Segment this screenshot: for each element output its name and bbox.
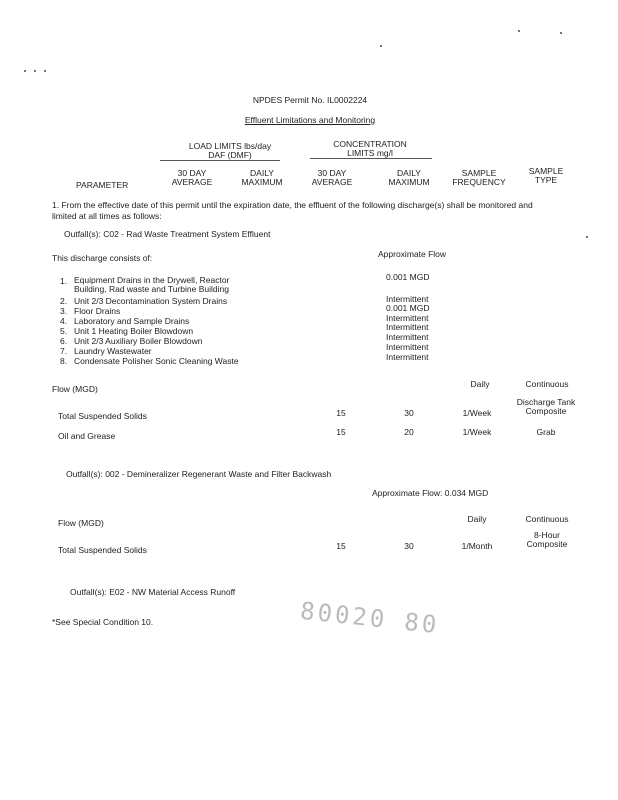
footnote: *See Special Condition 10.	[52, 617, 154, 627]
list-item-flow: Intermittent	[386, 322, 429, 332]
list-item-text: Equipment Drains in the Drywell, Reactor Building, Rad waste and Turbine Building	[74, 275, 230, 294]
document-subtitle: Effluent Limitations and Monitoring	[244, 115, 376, 125]
approx-flow-label: Approximate Flow	[378, 249, 447, 259]
param-sample-type: 8-Hour Composite	[526, 530, 568, 549]
param-frequency: 1/Week	[462, 427, 492, 437]
param-daily-max: 30	[404, 541, 414, 551]
list-item-flow: Intermittent	[386, 352, 429, 362]
scan-speck	[586, 236, 588, 238]
param-name: Flow (MGD)	[58, 518, 104, 528]
scan-speck	[44, 70, 46, 72]
param-frequency: 1/Week	[462, 408, 492, 418]
list-item-flow: Intermittent	[386, 313, 429, 323]
list-item-flow: Intermittent	[386, 342, 429, 352]
discharge-consists-label: This discharge consists of:	[52, 253, 153, 263]
param-frequency: 1/Month	[461, 541, 493, 551]
param-name: Flow (MGD)	[52, 384, 98, 394]
list-item-text: Condensate Polisher Sonic Cleaning Waste	[74, 356, 239, 366]
list-item-number: 7.	[60, 346, 68, 356]
list-item-flow: 0.001 MGD	[386, 303, 430, 313]
param-30day-avg: 15	[336, 541, 346, 551]
param-name: Oil and Grease	[58, 431, 116, 441]
col-sample-type: SAMPLE TYPE	[528, 166, 564, 185]
concentration-rule	[310, 158, 432, 159]
list-item-number: 5.	[60, 326, 68, 336]
permit-number: NPDES Permit No. IL0002224	[252, 95, 368, 105]
param-frequency: Daily	[467, 514, 487, 524]
col-30day-avg-load: 30 DAY AVERAGE	[171, 168, 213, 187]
load-limits-rule	[160, 160, 280, 161]
scan-speck	[518, 30, 520, 32]
load-limits-heading: LOAD LIMITS lbs/day	[188, 141, 272, 151]
outfall-002-title: Outfall(s): 002 - Demineralizer Regenerant Waste and Filter Backwash	[66, 469, 332, 479]
list-item-number: 3.	[60, 306, 68, 316]
param-sample-type: Continuous	[525, 514, 569, 524]
col-daily-max-conc: DAILY MAXIMUM	[388, 168, 430, 187]
param-sample-type: Grab	[536, 427, 556, 437]
col-daily-max-load: DAILY MAXIMUM	[241, 168, 283, 187]
scan-speck	[560, 32, 562, 34]
col-30day-avg-conc: 30 DAY AVERAGE	[311, 168, 353, 187]
outfall-c02-title: Outfall(s): C02 - Rad Waste Treatment System Effluent	[64, 229, 271, 239]
outfall-e02-title: Outfall(s): E02 - NW Material Access Runoff	[70, 587, 236, 597]
list-item-number: 1.	[60, 276, 68, 286]
list-item-flow: Intermittent	[386, 332, 429, 342]
load-limits-subheading: DAF (DMF)	[208, 150, 252, 160]
list-item-flow: 0.001 MGD	[386, 272, 430, 282]
list-item-number: 4.	[60, 316, 68, 326]
concentration-subheading: LIMITS mg/l	[347, 148, 393, 158]
list-item-text: Unit 2/3 Auxiliary Boiler Blowdown	[74, 336, 203, 346]
param-sample-type: Continuous	[525, 379, 569, 389]
list-item-text: Laundry Wastewater	[74, 346, 152, 356]
list-item-text: Unit 2/3 Decontamination System Drains	[74, 296, 228, 306]
list-item-flow: Intermittent	[386, 294, 429, 304]
col-parameter: PARAMETER	[76, 180, 129, 190]
intro-paragraph: 1. From the effective date of this permit until the expiration date, the effluent of the following discharge(s) shall be monitored and limited at all times as follows:	[52, 200, 533, 221]
param-name: Total Suspended Solids	[58, 411, 147, 421]
param-frequency: Daily	[470, 379, 490, 389]
param-daily-max: 30	[404, 408, 414, 418]
param-name: Total Suspended Solids	[58, 545, 147, 555]
received-stamp: 80020 80	[298, 596, 441, 640]
concentration-heading: CONCENTRATION	[333, 139, 407, 149]
list-item-text: Laboratory and Sample Drains	[74, 316, 190, 326]
list-item-text: Floor Drains	[74, 306, 121, 316]
col-sample-frequency: SAMPLE FREQUENCY	[452, 168, 506, 187]
param-30day-avg: 15	[336, 427, 346, 437]
list-item-number: 6.	[60, 336, 68, 346]
scan-speck	[380, 45, 382, 47]
list-item-number: 8.	[60, 356, 68, 366]
list-item-number: 2.	[60, 296, 68, 306]
param-sample-type: Discharge Tank Composite	[516, 397, 576, 416]
param-daily-max: 20	[404, 427, 414, 437]
outfall-002-approx-flow: Approximate Flow: 0.034 MGD	[372, 488, 489, 498]
list-item-text: Unit 1 Heating Boiler Blowdown	[74, 326, 194, 336]
scan-speck	[24, 70, 26, 72]
scan-speck	[34, 70, 36, 72]
param-30day-avg: 15	[336, 408, 346, 418]
